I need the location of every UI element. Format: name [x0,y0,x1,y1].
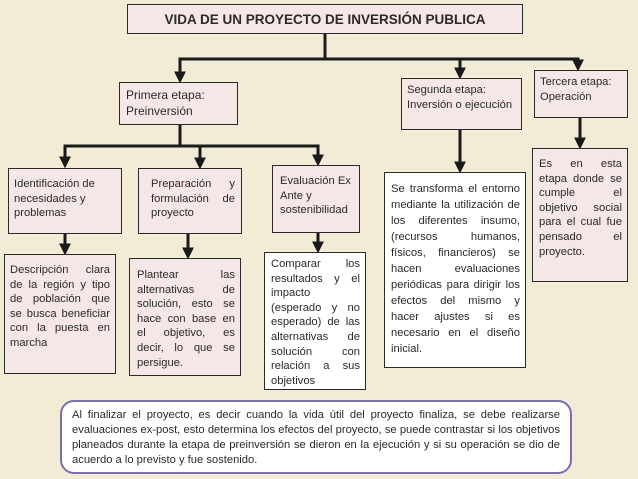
step-evaluacion [272,165,360,233]
step-evaluacion-label: Evaluación Ex Ante y sostenibilidad [280,175,351,217]
detail-ejecucion-text: Se transforma el entorno mediante la utilización de los diferentes insumo, (recursos humanos, físicos, financieros) se hacen evaluaciones periódicas para dirigir los efectos del mismo y hacer ajustes si es necesario en el diseño inicial. [391,183,520,355]
detail-identificacion-text: Descripción clara de la región y tipo de población que se busca beneficiar con la puesta en marcha [10,264,110,349]
stage-first [119,82,238,125]
footer-note-text: Al finalizar el proyecto, es decir cuando la vida útil del proyecto finaliza, se debe realizarse evaluaciones ex-post, esto determina los efectos del proyecto, se puede contrastar si los objetivos planeados durante la etapa de preinversión se dieron en la ejecución y si su operación se dio de acuerdo a lo previsto y fue sostenido. [72,409,560,466]
detail-preparacion-text: Plantear las alternativas de solución, esto se hace con base en el objetivo, es decir, lo que se persigue. [137,269,235,369]
detail-preparacion [129,258,241,376]
detail-identificacion [4,254,116,374]
page-title-text: VIDA DE UN PROYECTO DE INVERSIÓN PUBLICA [164,11,486,27]
step-identificacion-label: Identificación de necesidades y problemas [14,178,95,220]
detail-evaluacion [264,252,366,390]
stage-third [534,70,628,118]
step-preparacion-label: Preparación y formulación de proyecto [151,178,235,220]
detail-ejecucion [384,172,526,368]
stage-first-label: Primera etapa: Preinversión [126,88,205,118]
stage-second-label: Segunda etapa: Inversión o ejecución [407,84,513,111]
detail-operacion [532,148,628,282]
detail-operacion-text: Es en esta etapa donde se cumple el objetivo social para el cual fue pensado el proyecto. [539,158,622,258]
stage-second [401,78,522,130]
page-title [127,4,523,34]
stage-third-label: Tercera etapa: Operación [540,76,612,103]
step-preparacion [138,168,242,234]
step-identificacion [8,168,122,234]
detail-evaluacion-text: Comparar los resultados y el impacto (esperado y no esperado) de las alternativas de solución con relación a sus objetivos [271,258,360,387]
footer-note [60,400,572,474]
